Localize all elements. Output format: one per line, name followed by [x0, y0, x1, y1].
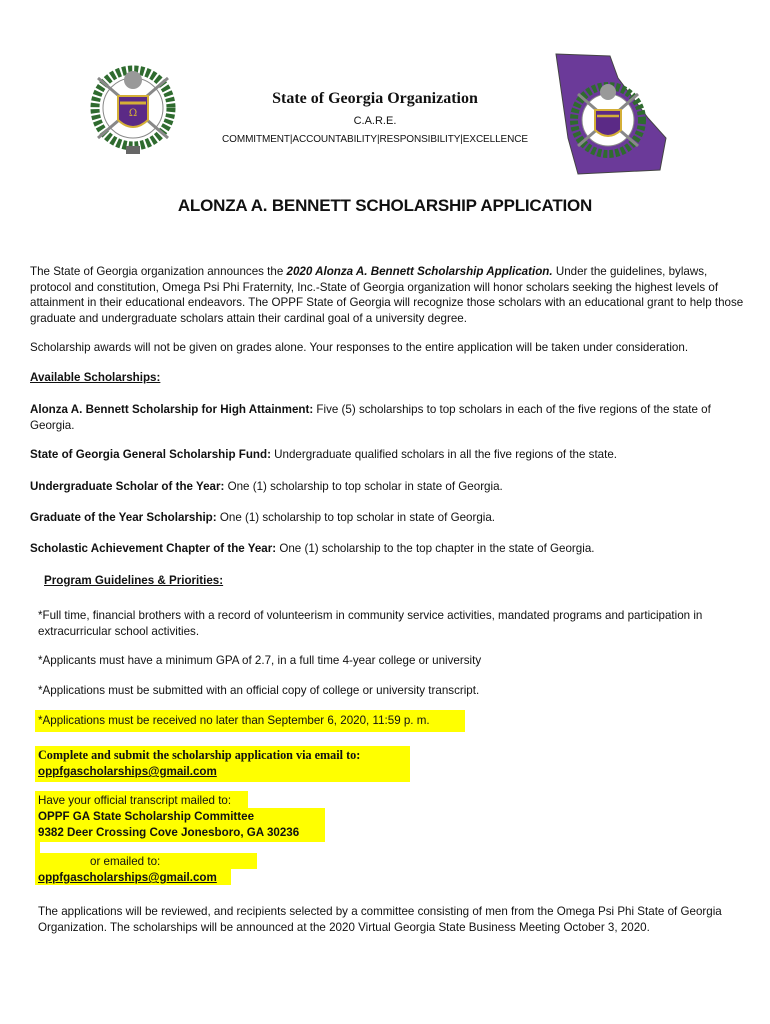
committee-address: 9382 Deer Crossing Cove Jonesboro, GA 30236 [38, 826, 300, 839]
guideline-item: *Applications must be submitted with an official copy of college or university transcript. [38, 684, 480, 697]
awards-note: Scholarship awards will not be given on grades alone. Your responses to the entire application will be taken under consideration. [30, 341, 689, 354]
guideline-item: *Applicants must have a minimum GPA of 2.7, in a full time 4-year college or university [38, 654, 482, 667]
care-acronym: C.A.R.E. [353, 115, 397, 127]
fraternity-seal-left-icon [88, 58, 178, 158]
submit-email-link[interactable]: oppfgascholarships@gmail.com [38, 765, 217, 778]
or-emailed-text: or emailed to: [90, 855, 161, 868]
closing-paragraph: The applications will be reviewed, and recipients selected by a committee consisting of men from the Omega Psi Phi State of Georgia Organization. The scholarships will be announced at the 2020 Virtual Georgia State Business Meeting October 3, 2020. [38, 905, 722, 934]
georgia-map-seal-icon [548, 48, 678, 176]
scholarship-item: State of Georgia General Scholarship Fund: Undergraduate qualified scholars in all the five regions of the state. [30, 448, 618, 461]
scholarship-item: Graduate of the Year Scholarship: One (1) scholarship to top scholar in state of Georgia. [30, 511, 496, 524]
intro-paragraph: The State of Georgia organization announces the 2020 Alonza A. Bennett Scholarship Application. Under the guidelines, bylaws, protocol and constitution, Omega Psi Phi Fraternity, Inc.-State of Georgia organization will honor scholars seeking the highest levels of attainment in their educational endeavors. The OPPF State of Georgia will recognize those scholars with an educational grant to help those graduate and undergraduate scholars attain their cardinal goal of a university degree. [30, 265, 744, 325]
scholarship-item: Scholastic Achievement Chapter of the Year: One (1) scholarship to the top chapter in the state of Georgia. [30, 542, 595, 555]
submit-email-link-2[interactable]: oppfgascholarships@gmail.com [38, 871, 217, 884]
org-title: State of Georgia Organization [272, 90, 478, 107]
transcript-line: Have your official transcript mailed to: [38, 794, 232, 807]
scholarship-item: Alonza A. Bennett Scholarship for High Attainment: Five (5) scholarships to top scholars in each of the five regions of the state of Georgia. [30, 403, 711, 432]
committee-name: OPPF GA State Scholarship Committee [38, 810, 255, 823]
motto-line: COMMITMENT|ACCOUNTABILITY|RESPONSIBILITY|EXCELLENCE [222, 134, 528, 145]
seal-letter: Ω [128, 108, 138, 119]
scholarship-item: Undergraduate Scholar of the Year: One (1) scholarship to top scholar in state of Georgia. [30, 480, 503, 493]
available-scholarships-heading: Available Scholarships: [30, 371, 161, 384]
guideline-item: *Full time, financial brothers with a record of volunteerism in community service activities, mandated programs and participation in extracurricular school activities. [38, 609, 703, 638]
submit-heading: Complete and submit the scholarship application via email to: [38, 748, 361, 762]
guideline-deadline: *Applications must be received no later than September 6, 2020, 11:59 p. m. [38, 714, 430, 727]
intro-emphasis: 2020 Alonza A. Bennett Scholarship Application. [286, 265, 553, 278]
guidelines-heading: Program Guidelines & Priorities: [44, 574, 224, 587]
page-title: ALONZA A. BENNETT SCHOLARSHIP APPLICATION [177, 196, 593, 215]
